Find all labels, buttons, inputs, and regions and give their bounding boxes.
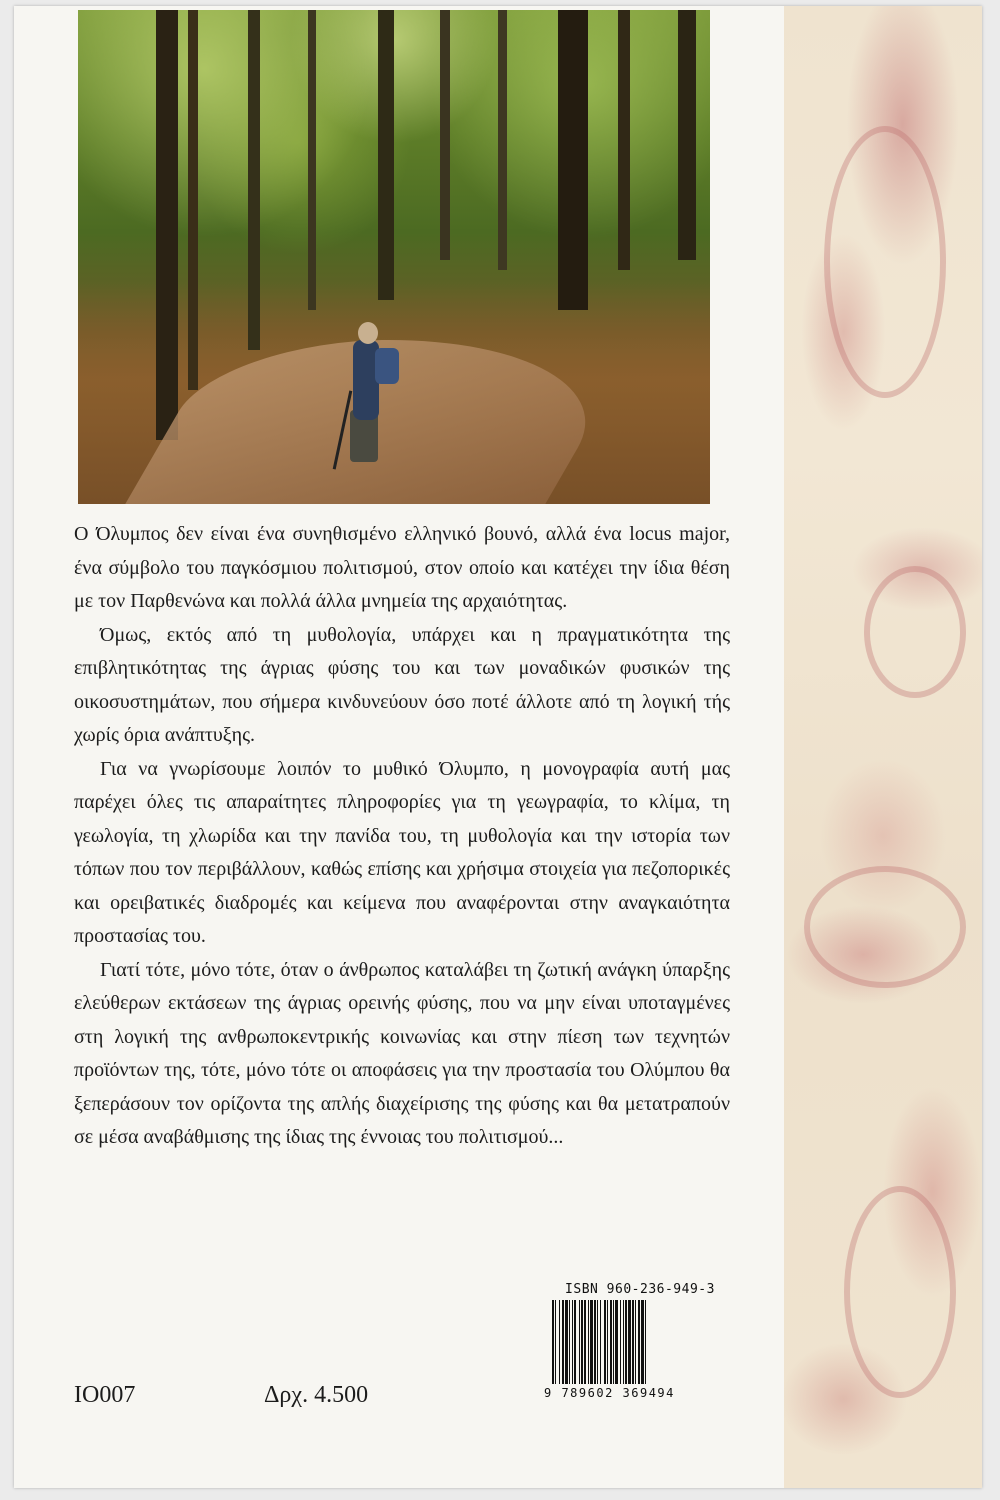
barcode-digits: 9 789602 369494: [544, 1386, 675, 1400]
marbled-spine-strip: [784, 6, 982, 1488]
forest-hiker-photo: [78, 10, 710, 504]
book-back-cover: [14, 6, 982, 1488]
blurb-paragraph-1: Ο Όλυμπος δεν είναι ένα συνηθισμένο ελληνικό βουνό, αλλά ένα locus major, ένα σύμβολο του παγκόσμιου πολιτισμού, στον οποίο και κατέχει την ίδια θέση με τον Παρθενώνα και πολλά άλλα μνημεία της αρχαιότητας.: [74, 523, 730, 612]
blurb-paragraph-3: Για να γνωρίσουμε λοιπόν το μυθικό Όλυμπο, η μονογραφία αυτή μας παρέχει όλες τις απαραίτητες πληροφορίες για τη γεωγραφία, το κλίμα, τη γεωλογία, τη χλωρίδα και την πανίδα του, τη μυθολογία και την ιστορία των τόπων που τον περιβάλλουν, καθώς επίσης και χρήσιμα στοιχεία για πεζοπορικές και ορειβατικές διαδρομές και κείμενα που αναφέρονται στην αναγκαιότητα προστασίας του.: [74, 757, 730, 947]
blurb-paragraph-2: Όμως, εκτός από τη μυθολογία, υπάρχει και η πραγματικότητα της επιβλητικότητας της άγριας φύσης του και των μοναδικών φυσικών της οικοσυστημάτων, που σήμερα κινδυνεύουν όσο ποτέ άλλοτε από τη λογική τής χωρίς όρια ανάπτυξης.: [74, 623, 730, 746]
barcode-graphic: [552, 1300, 728, 1384]
blurb-paragraph-4: Γιατί τότε, μόνο τότε, όταν ο άνθρωπος καταλάβει τη ζωτική ανάγκη ύπαρξης ελεύθερων εκτάσεων της άγριας ορεινής φύσης, που να μην είναι υποταγμένες στη λογική της ανθρωποκεντρικής κοινωνίας και στην πίεση των τεχνητών προϊόντων της, τότε, μόνο τότε οι αποφάσεις για την προστασία του Ολύμπου θα ξεπεράσουν τον ορίζοντα της απλής διαχείρισης της φύσης και θα μετατραπούν σε μέσα αναβάθμισης της ίδιας της έννοιας του πολιτισμού...: [74, 958, 730, 1148]
price-label: Δρχ. 4.500: [264, 1382, 369, 1408]
isbn-label: ISBN 960-236-949-3: [565, 1282, 715, 1297]
blurb-text: [74, 518, 730, 1155]
catalog-code: IO007: [74, 1382, 136, 1408]
